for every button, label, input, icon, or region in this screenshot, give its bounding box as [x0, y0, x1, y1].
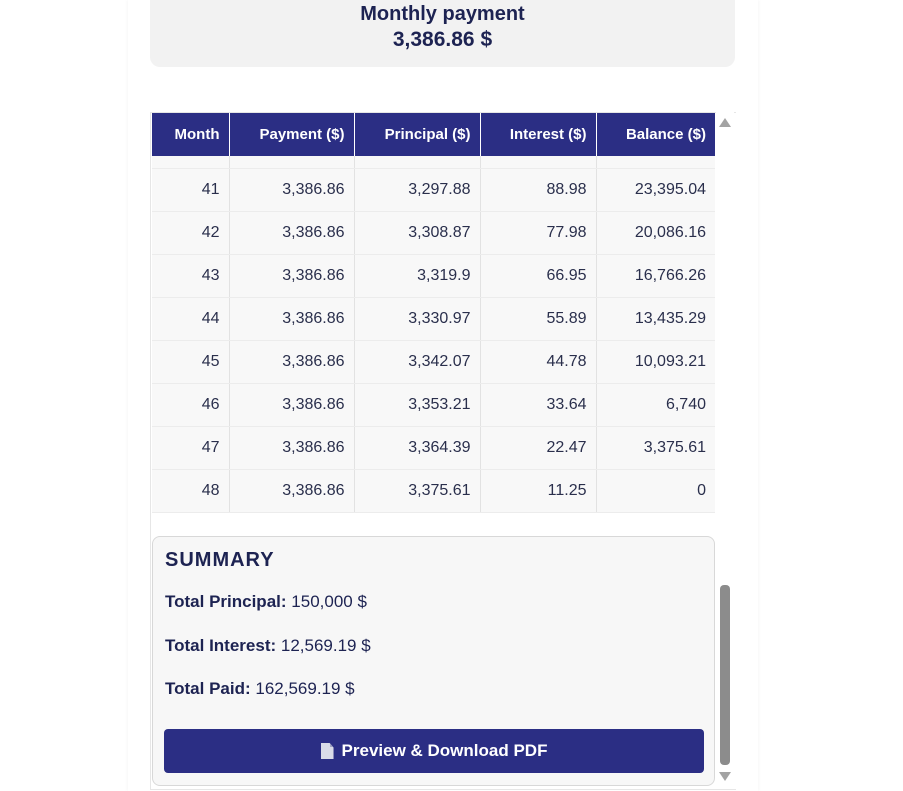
- cell-payment: 3,386.86: [229, 169, 354, 212]
- summary-panel: [152, 536, 715, 786]
- cell-interest: 77.98: [480, 212, 596, 255]
- table-row: [152, 298, 715, 341]
- table-row: [152, 470, 715, 513]
- cell-principal: 3,330.97: [354, 298, 480, 341]
- cell-balance: 10,093.21: [596, 341, 715, 384]
- cell-balance: 6,740: [596, 384, 715, 427]
- monthly-payment-label: Monthly payment: [360, 3, 525, 25]
- cell-principal: 3,308.87: [354, 212, 480, 255]
- schedule-scroll-area[interactable]: [150, 112, 736, 790]
- table-row: [152, 427, 715, 470]
- cell-balance: 0: [596, 470, 715, 513]
- cell-balance: 3,375.61: [596, 427, 715, 470]
- vertical-scrollbar[interactable]: [716, 112, 734, 788]
- cell-month: 41: [152, 169, 229, 212]
- scrollbar-thumb[interactable]: [720, 585, 730, 765]
- cell-interest: 55.89: [480, 298, 596, 341]
- total-principal-line: [165, 592, 367, 612]
- total-paid-line: [165, 679, 355, 699]
- cell-payment: 3,386.86: [229, 427, 354, 470]
- monthly-payment-value: 3,386.86 $: [392, 28, 493, 51]
- cell-principal: 3,375.61: [354, 470, 480, 513]
- scroll-down-arrow-icon[interactable]: [719, 772, 731, 781]
- cell-interest: 11.25: [480, 470, 596, 513]
- cell-balance: 23,395.04: [596, 169, 715, 212]
- total-paid-label: Total Paid:: [165, 679, 251, 698]
- preview-download-pdf-button[interactable]: [164, 729, 704, 773]
- cell-principal: 3,297.88: [354, 169, 480, 212]
- cell-balance: 13,435.29: [596, 298, 715, 341]
- cell-principal: 3,353.21: [354, 384, 480, 427]
- amortization-table: [152, 113, 715, 513]
- table-header-row: [152, 113, 715, 156]
- header-balance: Balance ($): [596, 113, 715, 156]
- table-row: [152, 384, 715, 427]
- summary-title: SUMMARY: [165, 549, 275, 571]
- total-principal-value: 150,000 $: [291, 592, 367, 611]
- pdf-button-label: Preview & Download PDF: [341, 741, 548, 760]
- cell-balance: 20,086.16: [596, 212, 715, 255]
- header-interest: Interest ($): [480, 113, 596, 156]
- header-payment: Payment ($): [229, 113, 354, 156]
- cell-month: 44: [152, 298, 229, 341]
- cell-month: 47: [152, 427, 229, 470]
- cell-month: 42: [152, 212, 229, 255]
- cell-month: 45: [152, 341, 229, 384]
- cell-interest: 66.95: [480, 255, 596, 298]
- cell-interest: 44.78: [480, 341, 596, 384]
- cell-payment: 3,386.86: [229, 384, 354, 427]
- cell-month: 48: [152, 470, 229, 513]
- cell-interest: 33.64: [480, 384, 596, 427]
- scroll-up-arrow-icon[interactable]: [719, 118, 731, 127]
- cell-payment: 3,386.86: [229, 470, 354, 513]
- total-interest-value: 12,569.19 $: [280, 636, 371, 655]
- cell-principal: 3,342.07: [354, 341, 480, 384]
- total-interest-label: Total Interest:: [165, 636, 277, 655]
- total-interest-line: [165, 636, 371, 656]
- table-row: [152, 341, 715, 384]
- monthly-payment-box: [150, 0, 735, 67]
- table-row: [152, 255, 715, 298]
- cell-payment: 3,386.86: [229, 212, 354, 255]
- table-row: [152, 169, 715, 212]
- table-row: [152, 212, 715, 255]
- cell-month: 46: [152, 384, 229, 427]
- header-principal: Principal ($): [354, 113, 480, 156]
- cell-payment: 3,386.86: [229, 255, 354, 298]
- cell-payment: 3,386.86: [229, 298, 354, 341]
- cell-principal: 3,364.39: [354, 427, 480, 470]
- cell-principal: 3,319.9: [354, 255, 480, 298]
- cell-payment: 3,386.86: [229, 341, 354, 384]
- amortization-table-wrap: [152, 113, 715, 513]
- table-row-partial: [152, 156, 715, 169]
- total-paid-value: 162,569.19 $: [255, 679, 355, 698]
- header-month: Month: [152, 113, 229, 156]
- cell-interest: 88.98: [480, 169, 596, 212]
- cell-interest: 22.47: [480, 427, 596, 470]
- total-principal-label: Total Principal:: [165, 592, 287, 611]
- cell-month: 43: [152, 255, 229, 298]
- document-icon: [321, 743, 334, 759]
- cell-balance: 16,766.26: [596, 255, 715, 298]
